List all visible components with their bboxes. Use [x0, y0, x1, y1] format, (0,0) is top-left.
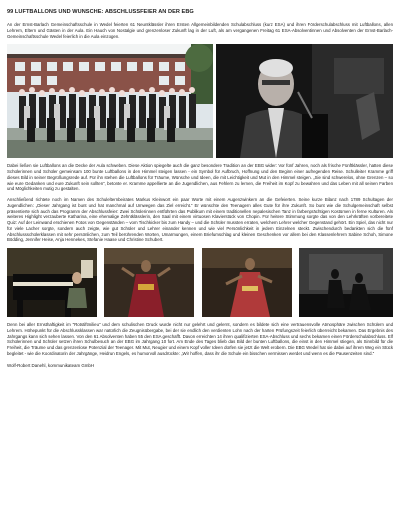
speaker-photo: [216, 44, 393, 158]
photo-row-bottom: [7, 248, 393, 317]
author-signature: Wolf-Robert Danehl, kommunikateam GmbH: [7, 362, 95, 368]
paragraph-program: Anschließend richtete noch im Namen des Schulelternbeirates Markus Kleinwort ein paar Worte mit einem Augenzwinkern an die Gefeierten. Seine kurze Bilanz nach 1789 Schultagen der Jugendlichen: „Dieser Jahrgang ist bunt und hat manchmal auf Umwegen das Ziel erreicht.“ Er wünschte den Teenagern alles Gute für ihre Zukunft. So bunt wie die Schulgemeinschaft selbst präsentierte sich auch das Programm der Abschlussfeier: Zwei Schülerinnen entführten das Publikum mit einem traditionellen nepalesischen Tanz in farbenprächtigen Kostümen in ferne Kulturen. Als weiteres Highlight verzauberte Katharina, eine ehemalige Zehntklässlerin, den Saal mit einem virtuosen Klavierstück von Chopin. Für heitere Stimmung sorgte das von den Lehrkräften vorbereitete Quiz: Auf der Leinwand erschienen Fotos von Gegenständen – vom Tischkicker bis zum Handy – und die Schüler mussten erraten, welchem Lehrer welcher Gegenstand gehört. Ein Spiel, das nicht nur für viele Lacher sorgte, sondern auch zeigte, wie gut Schüler und Lehrer einander kennen und wie viel Persönlichkeit in jedem Einzelnen steckt. Zwischendurch bedankten sich die fünf Abschlussschülerklassen mit sehr persönlichen, zum Teil berührenden Worten, Umarmungen, einem Briefumschlag und kleinen Geschenken vor allem bei den Klassenlehrern Sabine Schoh, Simone Bödding, Jennifer Heise, Anja Hennekes, Stefanie Haase und Christine Schubert.: [7, 197, 393, 243]
group-photo: [7, 44, 213, 158]
dance-photo-1: [104, 248, 194, 317]
paragraph-results: Denn bei aller Ernsthaftigkeit im "Rotstiftmilieu" und dem schulischen Druck wurde nicht nur gelehrt und gelernt, sondern es bildete sich eine vertrauensvolle Atmosphäre zwischen Schülern und Lehrern. Höhepunkt für die Abschlussklassen war natürlich die Zeugnisübergabe, bei der sie endlich den verdienten Lohn nach der harten Prüfungszeit feierlich überreicht bekamen. Das Ergebnis des Jahrgangs kann sich sehen lassen. Von den 61 Absolventen haben 55 den ESA geschafft. Davon erreichten 14 ihren qualifizierten ESA-Abschluss und sechs bekamen einen Förderschulabschluss. Elf Schülerinnen und Schüler setzen ihren Schulbesuch an der EBG im Jahrgang 10 fort. Am Ende des Tages blieb das Bild der bunten Luftballons, die einst in den Himmel stiegen, als Sinnbild für die Freiheit, die Träume und das grenzenlose Potenzial der Teenager. Mit Mut, Neugier und einem Kopf voller Ideen dürfen sie jetzt die Welt erobern. Die EBG Wedel hat sie dabei auf ihrem Weg ein Stück begleitet - wie die Koordinatorin der Jahrgänge, Heidrun Engels, es humorvoll ausdrückte: „Wir hoffen, dass ihr die Schule ein bisschen vermissen werdet und wenn es die Pausenzeiten sind.“: [7, 322, 393, 356]
photo-row-top: [7, 44, 393, 158]
dance-photo-2: [202, 248, 292, 317]
intro-paragraph: An der Ernst-Barlach Gemeinschaftsschule in Wedel feierten 61 Neuntklässler ihren Ersten Allgemeinbildenden Schulabschluss (kurz ESA) und ihren Förderschulabschluss mit Luftballons, allen Lehrern, Eltern und Gästen in der Aula. Ein Hauch von Nostalgie und grenzenloser Zukunft lag in der Luft, als am vergangenen Freitag 61 ESA-Absolventinnen und Absolventen der Ernst-Barlach-Gemeinschaftsschule Wedel feierlich in die Aula einzogen.: [7, 22, 393, 39]
paragraph-balloons: Dabei ließen sie Luftballons an die Decke der Aula schweben. Diese Aktion spiegelte auch die ganz besondere Tradition an der EBG wider: Vor fünf Jahren, noch als frische Fünftklässler, hatten diese Schülerinnen und Schüler gemeinsam 100 bunte Luftballons in den Himmel steigen lassen - ein Symbol für Aufbruch, Hoffnung und den Beginn einer aufregenden Reise. Schulleiter Kramme griff dieses Bild in seiner Begrüßungsrede auf. Für ihn stehen die Luftballons für Träume, Wünsche und Ideen, die mit Leichtigkeit und Mut in den Himmel steigen. „Sie sind schwerelos, ohne Grenzen – so wie eure Gedanken und eure Zukunft sein sollten“, betonte er. Kramme appellierte an die Jugendlichen, aus Fehlern zu lernen, die Freiheit im Kopf zu bewahren und das Leben mit all seinen Farben und Möglichkeiten mutig zu gestalten.: [7, 163, 393, 192]
article-title: 99 LUFTBALLONS UND WÜNSCHE: ABSCHLUSSFEIER AN DER EBG: [7, 9, 194, 15]
piano-photo: [7, 248, 97, 317]
performance-photo: [299, 248, 393, 317]
